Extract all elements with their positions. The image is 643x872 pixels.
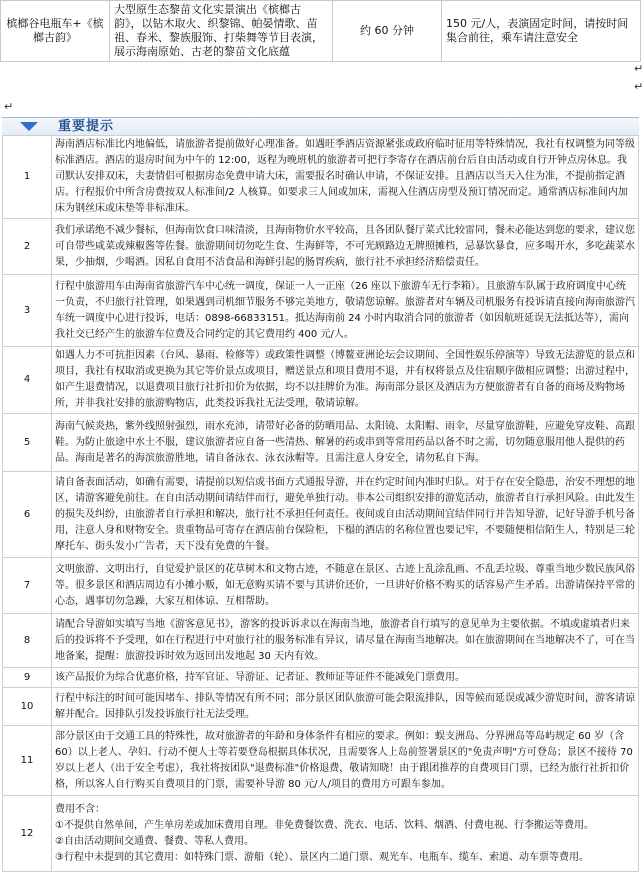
note-number: 8	[3, 614, 52, 668]
important-notes-table	[2, 135, 639, 872]
note-number: 4	[3, 347, 52, 414]
paragraph-mark: ↵	[4, 100, 14, 113]
note-number: 2	[3, 219, 52, 275]
note-text: 该产品报价为综合优惠价格，持军官证、导游证、记者证、教师证等证件不能减免门票费用。	[52, 668, 639, 688]
paragraph-mark: ↵	[634, 80, 643, 93]
note-number: 1	[3, 136, 52, 219]
note-row	[3, 136, 639, 219]
note-line: ③行程中未提到的其它费用：如特殊门票、游船（轮）、景区内二道门票、观光车、电瓶车、缆车、索道、动车票等费用。	[55, 851, 589, 863]
note-text: 我们承诺绝不减少餐标，但海南饮食口味清淡，且海南物价水平较高，且各团队餐厅菜式比较雷同，餐未必能达到您的要求，建议您可自带些咸菜或辣椒酱等佐餐。旅游期间切勿吃生食、生海鲜等，不可光顾路边无牌照摊档，忌暴饮暴食，应多喝开水，多吃蔬菜水果，少抽烟，少喝酒。因私自食用不洁食品和海鲜引起的肠胃疾病，旅行社不承担经济赔偿责任。	[52, 219, 639, 275]
note-row	[3, 796, 639, 872]
note-row	[3, 347, 639, 414]
section-header-important-notes	[2, 117, 639, 136]
note-row	[3, 558, 639, 614]
note-text: 海南酒店标准比内地偏低，请旅游者提前做好心理准备。如遇旺季酒店资源紧张或政府临时征用等特殊情况，我社有权调整为同等级标准酒店。酒店的退房时间为中午的 12:00，返程为晚班机的旅游者可把行李寄存在酒店前台后自由活动或自行开钟点房休息。我司默认安排双床，夫妻情侣可根据房态免费申请大床，需要报名时确认申请，不保证安排。且酒店以当天入住为准，不提前指定酒店。行程报价中所含房费按双人标准间/2 人核算。如要求三人间或加床，需视入住酒店房型及预订情况而定。通常酒店标准间内加床为钢丝床或床垫等非标准床。	[52, 136, 639, 219]
note-number: 3	[3, 275, 52, 347]
note-number: 6	[3, 472, 52, 558]
note-text: 海南气候炎热，紫外线照射强烈，雨水充沛，请带好必备的防晒用品、太阳镜、太阳帽、雨伞，尽量穿旅游鞋，应避免穿皮鞋、高跟鞋。为防止旅途中水土不服，建议旅游者应自备一些清热、解暑的药或串到等常用药品以备不时之需，切勿随意服用他人提供的药品。海南是著名的海滨旅游胜地，请自备泳衣、泳衣泳帽等。且需注意人身安全，请勿私自下海。	[52, 414, 639, 472]
section-title: 重要提示	[58, 119, 115, 134]
note-number: 9	[3, 668, 52, 688]
note-row	[3, 219, 639, 275]
note-line: ②自由活动期间交通费、餐费、等私人费用。	[55, 835, 254, 847]
note-text: 文明旅游、文明出行，自觉爱护景区的花草树木和文物古迹，不随意在景区、古迹上乱涂乱画、不乱丢垃圾、尊重当地少数民族风俗等。很多景区和酒店周边有小摊小贩，如无意购买请不要与其讲价还价，一旦讲好价格不购买的话容易产生矛盾。出游请保持平常的心态，遇事切勿急躁，大家互相体谅、互相帮助。	[52, 558, 639, 614]
note-number: 11	[3, 726, 52, 796]
note-row	[3, 614, 639, 668]
note-row	[3, 275, 639, 347]
collapse-triangle-icon	[20, 122, 38, 131]
note-row	[3, 472, 639, 558]
note-line: 费用不含：	[55, 803, 105, 815]
note-text: 行程中标注的时间可能因堵车、排队等情况有所不同；部分景区团队旅游可能会限流排队，因等候而延误或减少游览时间，游客请谅解并配合。因排队引发投诉旅行社无法受理。	[52, 688, 639, 726]
item-description: 大型原生态黎苗文化实景演出《槟榔古韵》，以钻木取火、织黎锦、帕晏情歌、苗祖、春米、黎族服饰、打柴舞等节目表演，展示海南原始、古老的黎苗文化底蕴	[110, 1, 333, 62]
note-row	[3, 726, 639, 796]
note-text: 请配合导游如实填写当地《游客意见书》，游客的投诉诉求以在海南当地，旅游者自行填写的意见单为主要依据。不填或虚填者归来后的投诉将不予受理，如在行程进行中对旅行社的服务标准有异议，请尽量在海南当地解决。如在旅游期间在当地解决不了，可在当地备案，提醒：旅游投诉时效为返回出发地起 30 天内有效。	[52, 614, 639, 668]
note-number: 5	[3, 414, 52, 472]
note-row	[3, 668, 639, 688]
itinerary-table-top-row	[0, 0, 641, 62]
note-text-block	[52, 796, 639, 872]
item-price-info: 150 元/人，表演固定时间，请按时间集合前往，乘车请注意安全	[442, 1, 641, 62]
note-number: 10	[3, 688, 52, 726]
item-title: 槟榔谷电瓶车+《槟榔古韵》	[1, 1, 110, 62]
note-text: 如遇人力不可抗拒因素（台风、暴雨、检修等）或政策性调整（博鳌亚洲论坛会议期间、全国性娱乐停演等）导致无法游览的景点和项目，我社有权取消或更换为其它等价景点或项目，赠送景点和项目费用不退，并有权将景点及住宿顺序做相应调整；出游过程中，如产生退费情况，以退费项目旅行社折扣价为依据，均不以挂牌价为准。海南部分景区及酒店为方便旅游者有自备的商场及购物场所，并非我社安排的旅游购物店，此类投诉我社无法受理，敬请谅解。	[52, 347, 639, 414]
item-duration: 约 60 分钟	[333, 1, 442, 62]
note-text: 部分景区由于交通工具的特殊性，故对旅游者的年龄和身体条件有相应的要求。例如：蜈支洲岛、分界洲岛等岛屿规定 60 岁（含 60）以上老人、孕妇、行动不便人士等若要登岛根据具体状况，且需要客人上岛前签署景区的"免责声明"方可登岛；景区不接待 70 岁以上老人（出于安全考虑），我社将按团队"退费标准"价格退费，敬请知晓！由于跟团推荐的自费项目门票，已经为旅行社折扣价格，所以客人自行购买自费项目的门票，需要补导游 80 元/人/项目的费用方可跟车参加。	[52, 726, 639, 796]
note-number: 12	[3, 796, 52, 872]
itinerary-row	[1, 1, 641, 62]
note-row	[3, 688, 639, 726]
note-text: 请自备表面活动，如确有需要，请提前以短信或书面方式通报导游，并在约定时间内准时归队。对于存在安全隐患，治安不理想的地区，请游客避免前往。在自由活动期间请结伴而行，避免单独行动。非本公司组织安排的游览活动，旅游者自行承担风险。由此发生的损失及纠纷，由旅游者自行承担和解决，旅行社不承担任何责任。夜间或自由活动期间宜结伴同行并告知导游，记好导游手机号备用，注意人身和财物安全。贵重物品可寄存在酒店前台保险柜，下榻的酒店的名称位置也要记牢，不要随便相信陌生人，特别是三轮摩托车、街头发小广告者，天下没有免费的午餐。	[52, 472, 639, 558]
paragraph-mark: ↵	[634, 62, 643, 75]
note-line: ①不提供自然单间，产生单房差或加床费用自理。非免费餐饮费、洗衣、电话、饮料、烟酒、付费电视、行李搬运等费用。	[55, 819, 594, 831]
note-row	[3, 414, 639, 472]
note-number: 7	[3, 558, 52, 614]
note-text: 行程中旅游用车由海南省旅游汽车中心统一调度，保证一人一正座（26 座以下旅游车无行李箱）。且旅游车队属于政府调度中心统一负责，不归旅行社管理，如果遇到司机细节服务不够完美地方，敬请您谅解。旅游者对车辆及司机服务有投诉请直接向海南旅游汽车统一调度中心进行投诉，电话：0898-66833151。抵达海南前 24 小时内取消合同的旅游者（如因航班延误无法抵达等），需向我社交已经产生的旅游车位费及合同约定的其它费用约 400 元/人。	[52, 275, 639, 347]
